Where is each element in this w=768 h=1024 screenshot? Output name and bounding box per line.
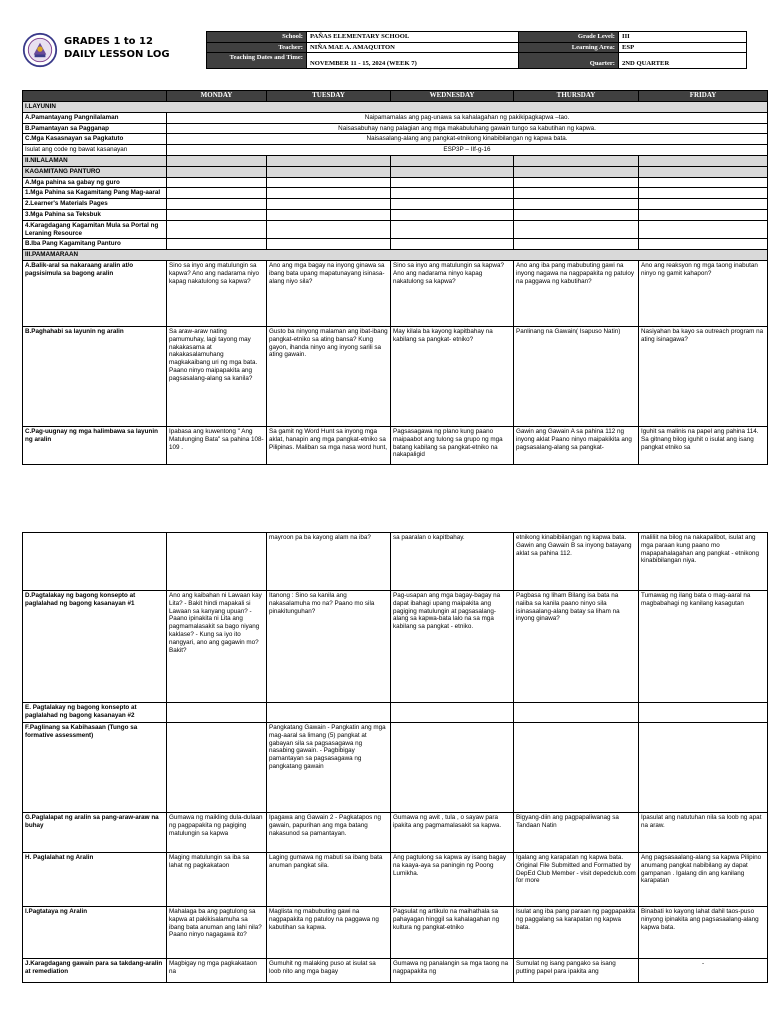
- day-header-row: [23, 91, 768, 102]
- row-label: A.Pamantayang Pangnilalaman: [23, 112, 167, 123]
- section-nilalaman: II.NILALAMAN: [23, 155, 167, 166]
- cell-friday: Ang pagsasaalang-alang sa kapwa Pilipino anumang pangkat nabibilang ay dapat gampanan . Igalang din ang kanilang karapatan: [639, 853, 768, 907]
- cell-wednesday: Ang pagtulong sa kapwa ay isang bagay na kaaya-aya sa paningin ng Poong Lumikha.: [391, 853, 514, 907]
- section-pamamaraan: III.PAMAMARAAN: [23, 250, 768, 261]
- day-tuesday: TUESDAY: [267, 91, 391, 102]
- row-label: A.Mga pahina sa gabay ng guro: [23, 177, 167, 188]
- cell-friday: Tumawag ng ilang bata o mag-aaral na magbabahagi ng kanilang kasagutan: [639, 591, 768, 703]
- area-label: Learning Area:: [519, 42, 619, 53]
- cell-friday: -: [639, 959, 768, 983]
- lesson-table-continued: [22, 532, 768, 983]
- dates-value: NOVEMBER 11 - 15, 2024 (WEEK 7): [307, 53, 519, 69]
- quarter-label: Quarter:: [519, 53, 619, 69]
- cell-thursday: Isulat ang iba pang paraan ng pagpapakita ng paggalang sa karapatan ng kapwa bata.: [514, 907, 639, 959]
- cell-thursday: Sumulat ng isang pangako sa isang putting papel para ipakita ang: [514, 959, 639, 983]
- cell-monday: [167, 703, 267, 723]
- cell-wednesday: Pagsasagawa ng plano kung paano maipaabot ang tulong sa grupo ng mga batang kabilang sa pangkat-etniko na nakapaligid: [391, 426, 514, 464]
- cell-monday: Sa araw-araw nating pamumuhay, lagi tayong may nakakasama at nakakasalamuhang magkakaibang uri ng mga bata. Paano ninyo maipapakita ang pagsasalang-alang sa kanila?: [167, 326, 267, 426]
- row-label: C.Pag-uugnay ng mga halimbawa sa layunin ng aralin: [23, 426, 167, 464]
- row-label: D.Pagtalakay ng bagong konsepto at paglalahad ng bagong kasanayan #1: [23, 591, 167, 703]
- area-value: ESP: [619, 42, 747, 53]
- cell-wednesday: [391, 703, 514, 723]
- cell-wednesday: May kilala ba kayong kapitbahay na kabilang sa pangkat- etniko?: [391, 326, 514, 426]
- cell-friday: Ano ang reaksyon ng mga taong inabutan ninyo ng gamit kahapon?: [639, 260, 768, 326]
- cell-tuesday: Gusto ba ninyong malaman ang ibat-ibang pangkat-etniko sa ating bansa? Kung gayon, ihanda ninyo ang inyong sarili sa ating gawain.: [267, 326, 391, 426]
- quarter-value: 2ND QUARTER: [619, 53, 747, 69]
- teacher-value: NIÑA MAE A. AMAQUITON: [307, 42, 519, 53]
- row-label: 2.Learner's Materials Pages: [23, 199, 167, 210]
- row-value: Naisasabuhay nang palagian ang mga makabuluhang gawain tungo sa kabutihan ng kapwa.: [167, 123, 768, 134]
- cell-tuesday: Maglista ng mabubuting gawi na nagpapakita ng patuloy na paggawa ng kabutihan sa kapwa.: [267, 907, 391, 959]
- cell-thursday: [514, 723, 639, 813]
- cell-wednesday: Pagsulat ng artikulo na maihathala sa pahayagan hinggil sa kahalagahan ng kultura ng pangkat-etniko: [391, 907, 514, 959]
- row-label: F.Paglinang sa Kabihasaan (Tungo sa formative assessment): [23, 723, 167, 813]
- cell-friday: Binabati ko kayong lahat dahil taos-puso ninyong ipinakita ang pagsasaalang-alang kapwa bata.: [639, 907, 768, 959]
- row-label: C.Mga Kasasnayan sa Pagkatuto: [23, 134, 167, 145]
- cell-tuesday: Ano ang mga bagay na inyong ginawa sa ibang bata upang mapatunayang isinasa-alang niyo sila?: [267, 260, 391, 326]
- cell-tuesday: Sa gamit ng Word Hunt sa inyong mga aklat, hanapin ang mga pangkat-etniko sa Pilipinas. Maliban sa mga nasa word hunt,: [267, 426, 391, 464]
- row-label: 3.Mga Pahina sa Teksbuk: [23, 209, 167, 220]
- cell-wednesday: sa paaralan o kapitbahay.: [391, 533, 514, 591]
- school-label: School:: [207, 32, 307, 43]
- cell-friday: Ipasulat ang natutuhan nila sa loob ng apat na araw.: [639, 813, 768, 853]
- cell-wednesday: [391, 723, 514, 813]
- row-label: J.Karagdagang gawain para sa takdang-aralin at remediation: [23, 959, 167, 983]
- cell-monday: [167, 533, 267, 591]
- row-label: B.Iba Pang Kagamitang Panturo: [23, 239, 167, 250]
- teacher-label: Teacher:: [207, 42, 307, 53]
- cell-monday: Ano ang kaibahan ni Lawaan kay Lita? - Bakit hindi mapakali si Lawaan sa kanyang upuan? - Paano ipinakita ni Lita ang pagmamalasakit sa bago niyang kaklase? - Kung sa iyo ito nangyari, ano ang gagawin mo? Bakit?: [167, 591, 267, 703]
- row-label: B.Paghahabi sa layunin ng aralin: [23, 326, 167, 426]
- cell-friday: Nasiyahan ba kayo sa outreach program na ating isinagawa?: [639, 326, 768, 426]
- cell-friday: maliliit na bilog na nakapalibot, isulat ang mga paraan kung paano mo mapapahalagahan ang pangkat - etnikong kinabibilangan niya.: [639, 533, 768, 591]
- cell-wednesday: Gumawa ng panalangin sa mga taong na nagpapakita ng: [391, 959, 514, 983]
- day-thursday: THURSDAY: [514, 91, 639, 102]
- cell-tuesday: Gumuhit ng malaking puso at isulat sa loob nito ang mga bagay: [267, 959, 391, 983]
- dates-label: Teaching Dates and Time:: [207, 53, 307, 69]
- cell-thursday: Ano ang iba pang mabubuting gawi na inyong nagawa na nagpapakita ng patuloy na paggawa ng kabutihan?: [514, 260, 639, 326]
- cell-monday: Maging matulungin sa iba sa lahat ng pagkakataon: [167, 853, 267, 907]
- cell-monday: Magbigay ng mga pagkakataon na: [167, 959, 267, 983]
- grade-label: Grade Level:: [519, 32, 619, 43]
- cell-friday: Iguhit sa malinis na papel ang pahina 114. Sa gitnang bilog iguhit o isulat ang isang pangkat etniko sa: [639, 426, 768, 464]
- row-label: I.Pagtataya ng Aralin: [23, 907, 167, 959]
- row-label: 1.Mga Pahina sa Kagamitang Pang Mag-aaral: [23, 188, 167, 199]
- cell-monday: [167, 723, 267, 813]
- cell-wednesday: Gumawa ng awit , tula , o sayaw para ipakita ang pagmamalasakit sa kapwa.: [391, 813, 514, 853]
- cell-monday: Sino sa inyo ang matulungin sa kapwa? Ano ang nadarama niyo kapag nakatulong sa kapwa?: [167, 260, 267, 326]
- cell-wednesday: Sino sa inyo ang matulungin sa kapwa? Ano ang nadarama ninyo kapag nakatulong sa kapwa?: [391, 260, 514, 326]
- cell-friday: [639, 723, 768, 813]
- row-label: 4.Karagdagang Kagamitan Mula sa Portal ng Leraning Resource: [23, 220, 167, 239]
- cell-tuesday: Ipagawa ang Gawain 2 - Pagkatapos ng gawain, papurihan ang mga batang nakasunod sa pamantayan.: [267, 813, 391, 853]
- row-label: B.Pamantayan sa Pagganap: [23, 123, 167, 134]
- page-break: [0, 489, 768, 529]
- cell-thursday: etnikong kinabibilangan ng kapwa bata. Gawin ang Gawain B sa inyong batayang aklat sa pahina 112.: [514, 533, 639, 591]
- cell-monday: Mahalaga ba ang pagtulong sa kapwa at pakikisalamuha sa ibang bata anuman ang lahi nila? Paano ninyo nagagawa ito?: [167, 907, 267, 959]
- school-value: PAÑAS ELEMENTARY SCHOOL: [307, 32, 519, 43]
- row-label: A.Balik-aral sa nakaraang aralin at/o pagsisimula sa bagong aralin: [23, 260, 167, 326]
- row-label: [23, 533, 167, 591]
- cell-thursday: Bigyang-diin ang pagpapaliwanag sa Tandaan Natin: [514, 813, 639, 853]
- lesson-table: [22, 90, 768, 465]
- cell-thursday: Panlinang na Gawain( Isapuso Natin): [514, 326, 639, 426]
- row-label: G.Paglalapat ng aralin sa pang-araw-araw na buhay: [23, 813, 167, 853]
- deped-seal-icon: [22, 32, 58, 68]
- cell-friday: [639, 703, 768, 723]
- cell-tuesday: Laging gumawa ng mabuti sa ibang bata anuman pangkat sila.: [267, 853, 391, 907]
- cell-monday: Ipabasa ang kuwentong " Ang Matulunging Bata" sa pahina 108-109 .: [167, 426, 267, 464]
- section-kagamitan: KAGAMITANG PANTURO: [23, 166, 167, 177]
- cell-wednesday: Pag-usapan ang mga bagay-bagay na dapat ibahagi upang maipakita ang pagiging matulungin at pagsasalang-alang sa kapwa-bata lalo na sa mga kabilang sa pangkat - etniko.: [391, 591, 514, 703]
- day-monday: MONDAY: [167, 91, 267, 102]
- cell-tuesday: [267, 703, 391, 723]
- cell-tuesday: Pangkatang Gawain - Pangkatin ang mga mag-aaral sa limang (5) pangkat at gabayan sila sa pagsasagawa ng nasabing gawain. - Pagbibigay pamantayan sa pagsasagawa ng pangkatang gawain: [267, 723, 391, 813]
- row-value: ESP3P – IIf-g-16: [167, 145, 768, 156]
- cell-tuesday: mayroon pa ba kayong alam na iba?: [267, 533, 391, 591]
- cell-thursday: Gawin ang Gawain A sa pahina 112 ng inyong aklat Paano ninyo maipakikita ang pagsasalang-alang sa pangkat-: [514, 426, 639, 464]
- info-table: [206, 31, 747, 69]
- cell-thursday: Igalang ang karapatan ng kapwa bata. Original File Submitted and Formatted by DepEd Club Member - visit depedclub.com for more: [514, 853, 639, 907]
- row-label: Isulat ang code ng bawat kasanayan: [23, 145, 167, 156]
- cell-thursday: Pagbasa ng liham Bilang isa bata na naiiba sa kanila paano ninyo sila isinasaalang-alang batay sa liham na inyong ginawa?: [514, 591, 639, 703]
- row-label: E. Pagtalakay ng bagong konsepto at paglalahad ng bagong kasanayan #2: [23, 703, 167, 723]
- cell-tuesday: Itanong : Sino sa kanila ang nakasalamuha mo na? Paano mo sila pinakitunguhan?: [267, 591, 391, 703]
- row-label: H. Paglalahat ng Aralin: [23, 853, 167, 907]
- row-value: Naisasalang-alang ang pangkat-etnikong kinabibilangan ng kapwa bata.: [167, 134, 768, 145]
- grade-value: III: [619, 32, 747, 43]
- day-friday: FRIDAY: [639, 91, 768, 102]
- section-layunin: I.LAYUNIN: [23, 102, 768, 113]
- cell-thursday: [514, 703, 639, 723]
- page-title: GRADES 1 to 12 DAILY LESSON LOG: [64, 36, 170, 60]
- day-wednesday: WEDNESDAY: [391, 91, 514, 102]
- cell-monday: Gumawa ng maikling dula-dulaan ng pagpapakita ng pagiging matulungin sa kapwa: [167, 813, 267, 853]
- row-value: Naipamamalas ang pag-unawa sa kahalagahan ng pakikipagkapwa –tao.: [167, 112, 768, 123]
